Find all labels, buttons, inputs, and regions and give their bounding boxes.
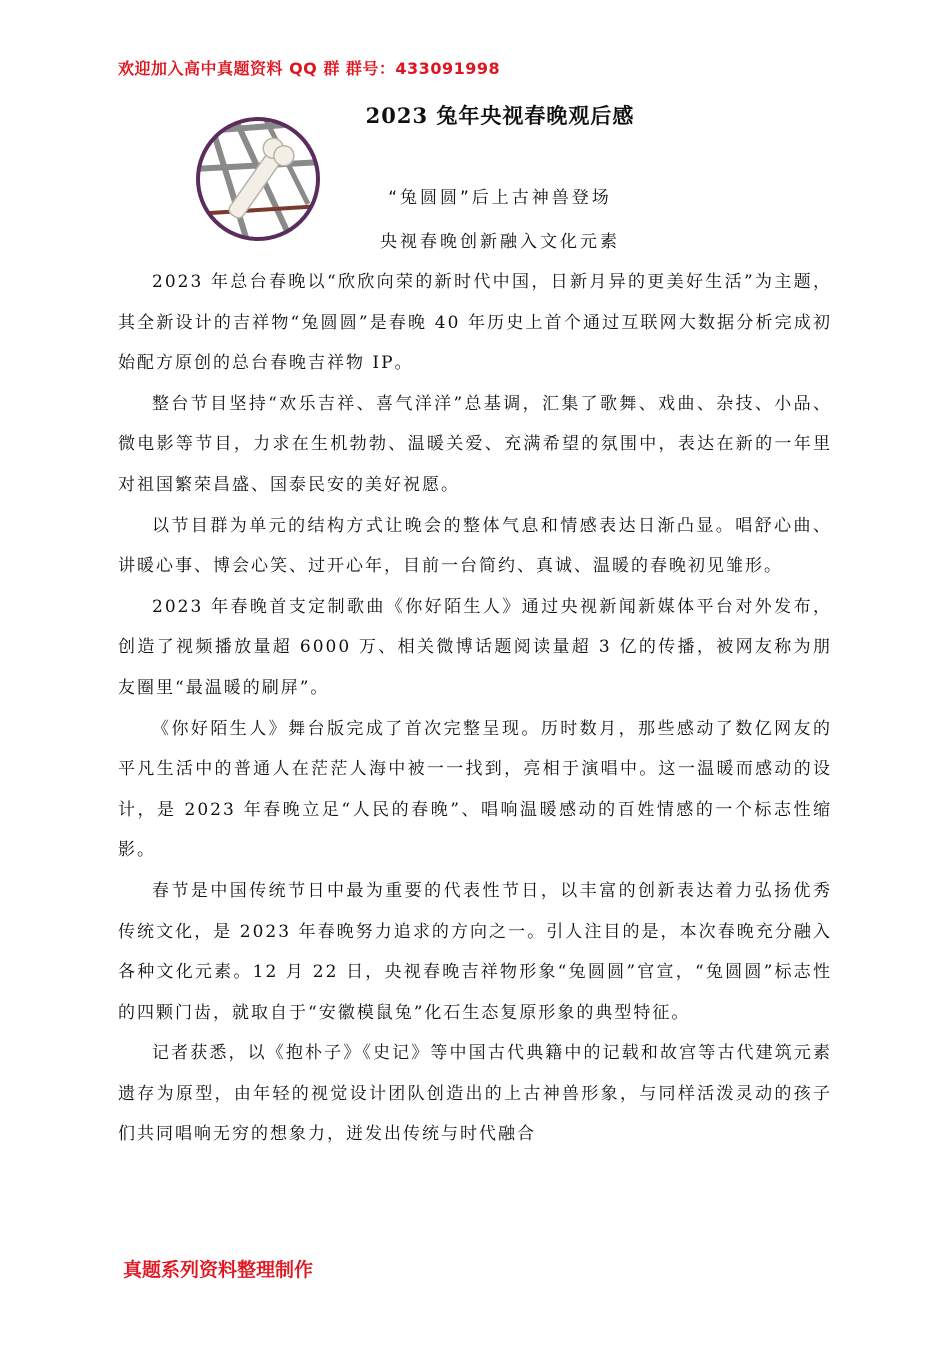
article-title: 2023 兔年央视春晚观后感 (365, 103, 635, 128)
paragraph: 春节是中国传统节日中最为重要的代表性节日，以丰富的创新表达着力弘扬优秀传统文化，是 2023 年春晚努力追求的方向之一。引人注目的是，本次春晚充分融入各种文化元素。12 月 22 日，央视春晚吉祥物形象“兔圆圆”官宣，“兔圆圆”标志性的四颗门齿，就取自于“安徽模鼠兔”化石生态复原形象的典型特征。 (118, 880, 832, 1023)
footer-notice: 真题系列资料整理制作 (123, 1259, 314, 1281)
paragraph: 《你好陌生人》舞台版完成了首次完整呈现。历时数月，那些感动了数亿网友的平凡生活中的普通人在茫茫人海中被一一找到，亮相于演唱中。这一温暖而感动的设计，是 2023 年春晚立足“人民的春晚”、唱响温暖感动的百姓情感的一个标志性缩影。 (118, 718, 832, 861)
article-subtitle-secondary: 央视春晚创新融入文化元素 (380, 232, 620, 252)
article-body (118, 262, 832, 1155)
rabbit-emblem-icon (193, 114, 323, 244)
paragraph: 以节目群为单元的结构方式让晚会的整体气息和情感表达日渐凸显。唱舒心曲、讲暖心事、博会心笑、过开心年，目前一台简约、真诚、温暖的春晚初见雏形。 (118, 515, 832, 577)
paragraph: 记者获悉，以《抱朴子》《史记》等中国古代典籍中的记载和故宫等古代建筑元素遗存为原型，由年轻的视觉设计团队创造出的上古神兽形象，与同样活泼灵动的孩子们共同唱响无穷的想象力，迸发出传统与时代融合 (118, 1043, 832, 1145)
qq-group-notice: 欢迎加入高中真题资料 QQ 群 群号：433091998 (118, 59, 501, 78)
paragraph: 整台节目坚持“欢乐吉祥、喜气洋洋”总基调，汇集了歌舞、戏曲、杂技、小品、微电影等节目，力求在生机勃勃、温暖关爱、充满希望的氛围中，表达在新的一年里对祖国繁荣昌盛、国泰民安的美好祝愿。 (118, 393, 832, 495)
article-subtitle: “兔圆圆”后上古神兽登场 (388, 188, 612, 208)
paragraph: 2023 年总台春晚以“欣欣向荣的新时代中国，日新月异的更美好生活”为主题，其全新设计的吉祥物“兔圆圆”是春晚 40 年历史上首个通过互联网大数据分析完成初始配方原创的总台春晚吉祥物 IP。 (118, 272, 832, 374)
paragraph: 2023 年春晚首支定制歌曲《你好陌生人》通过央视新闻新媒体平台对外发布，创造了视频播放量超 6000 万、相关微博话题阅读量超 3 亿的传播，被网友称为朋友圈里“最温暖的刷屏”。 (118, 596, 832, 698)
